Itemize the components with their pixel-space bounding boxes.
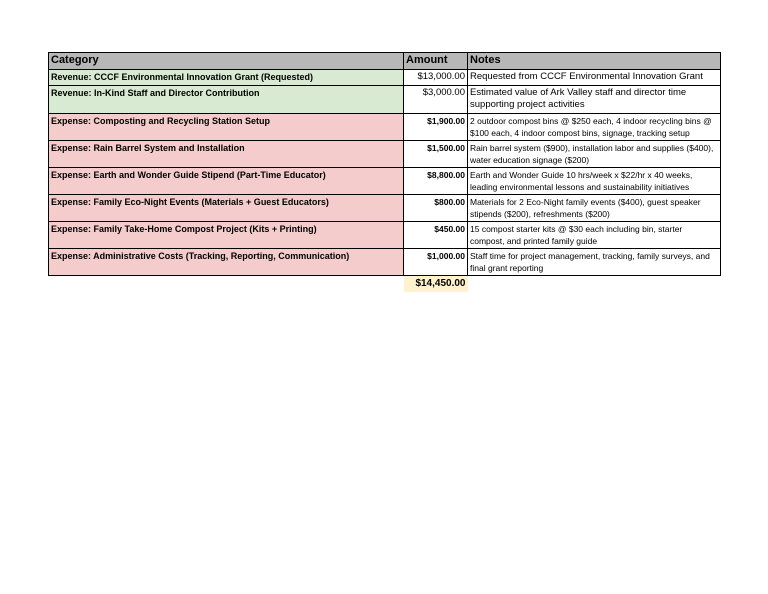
table-row <box>49 248 721 275</box>
table-row <box>49 85 721 113</box>
notes-cell: Estimated value of Ark Valley staff and director time supporting project activities <box>468 85 721 113</box>
notes-cell: Staff time for project management, tracking, family surveys, and final grant reporting <box>468 248 721 275</box>
total-row <box>49 275 721 292</box>
table-row <box>49 113 721 140</box>
category-cell: Revenue: In-Kind Staff and Director Contribution <box>49 85 404 113</box>
notes-header: Notes <box>468 53 721 70</box>
budget-sheet <box>48 52 720 292</box>
total-notes-spacer <box>468 275 721 292</box>
budget-table <box>48 52 721 292</box>
table-row <box>49 140 721 167</box>
category-cell: Expense: Administrative Costs (Tracking, Reporting, Communication) <box>49 248 404 275</box>
category-cell: Expense: Family Take-Home Compost Project (Kits + Printing) <box>49 221 404 248</box>
amount-cell: $1,000.00 <box>404 248 468 275</box>
category-cell: Expense: Family Eco-Night Events (Materials + Guest Educators) <box>49 194 404 221</box>
amount-cell: $450.00 <box>404 221 468 248</box>
table-row <box>49 167 721 194</box>
amount-cell: $1,900.00 <box>404 113 468 140</box>
amount-cell: $3,000.00 <box>404 85 468 113</box>
notes-cell: Materials for 2 Eco-Night family events ($400), guest speaker stipends ($200), refreshments ($200) <box>468 194 721 221</box>
header-row <box>49 53 721 70</box>
category-cell: Expense: Composting and Recycling Station Setup <box>49 113 404 140</box>
category-cell: Revenue: CCCF Environmental Innovation Grant (Requested) <box>49 70 404 86</box>
amount-cell: $1,500.00 <box>404 140 468 167</box>
notes-cell: Requested from CCCF Environmental Innovation Grant <box>468 70 721 86</box>
table-row <box>49 221 721 248</box>
amount-cell: $800.00 <box>404 194 468 221</box>
notes-cell: Earth and Wonder Guide 10 hrs/week x $22/hr x 40 weeks, leading environmental lessons and sustainability initiatives <box>468 167 721 194</box>
category-header: Category <box>49 53 404 70</box>
total-amount: $14,450.00 <box>404 275 468 292</box>
amount-cell: $13,000.00 <box>404 70 468 86</box>
category-cell: Expense: Earth and Wonder Guide Stipend (Part-Time Educator) <box>49 167 404 194</box>
notes-cell: Rain barrel system ($900), installation labor and supplies ($400), water education signage ($200) <box>468 140 721 167</box>
table-row <box>49 194 721 221</box>
notes-cell: 2 outdoor compost bins @ $250 each, 4 indoor recycling bins @ $100 each, 4 indoor compost bins, signage, tracking setup <box>468 113 721 140</box>
notes-cell: 15 compost starter kits @ $30 each including bin, starter compost, and printed family guide <box>468 221 721 248</box>
table-row <box>49 70 721 86</box>
total-spacer <box>49 275 404 292</box>
amount-header: Amount <box>404 53 468 70</box>
category-cell: Expense: Rain Barrel System and Installation <box>49 140 404 167</box>
amount-cell: $8,800.00 <box>404 167 468 194</box>
